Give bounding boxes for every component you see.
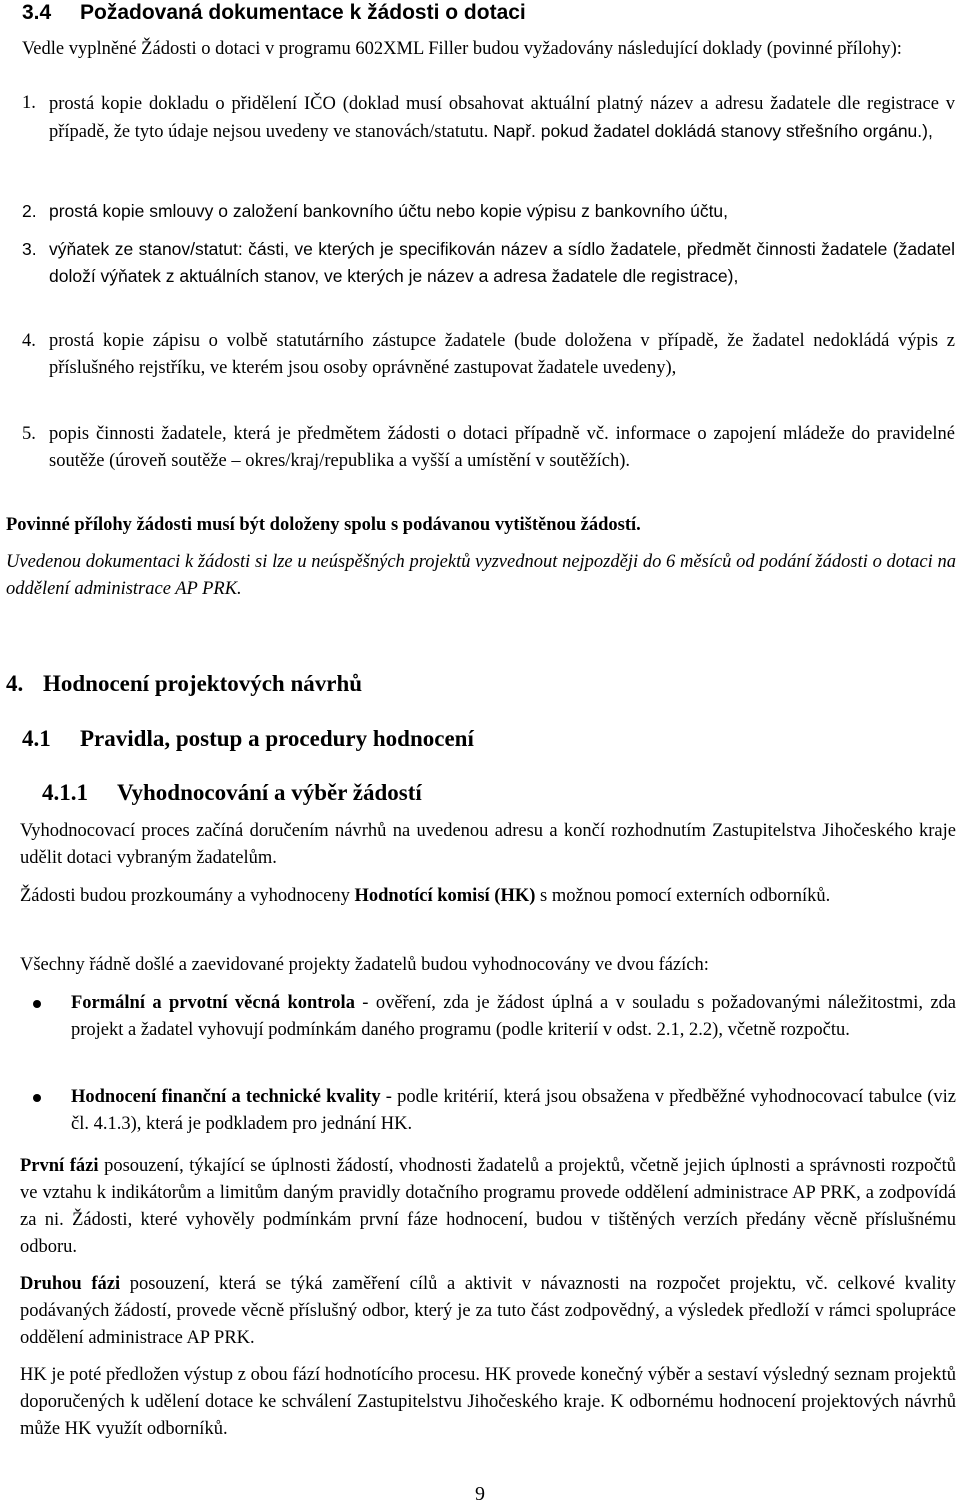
section-number: 3.4 [22,1,52,24]
first-phase-text: posouzení, týkající se úplnosti žádostí, vhodnosti žadatelů a projektů, včetně jejich úplnosti a správnosti rozpočtů ve vztahu k indikátorům a limitům daným pravidly dotačního programu provede oddělení administrace AP PRK, a zodpovídá za ni. Žádosti, které vyhověly podmínkám první fáze hodnocení, budou v tištěných verzích předány věcně příslušnému odboru. [20,1156,956,1257]
list-item [22,328,955,382]
list-item [22,90,955,146]
second-phase-paragraph [20,1271,956,1352]
section-number: 4.1.1 [42,780,88,805]
bullet-text: - ověření, zda je žádost úplná a v souladu s požadovanými náležitostmi, zda projekt a žadatel vyhovují podmínkám daného programu (podle kriterií v odst. 2.1, 2.2), včetně rozpočtu. [71,993,956,1040]
section-title: Hodnocení projektových návrhů [43,671,363,696]
pickup-note: Uvedenou dokumentaci k žádosti si lze u neúspěšných projektů vyzvednout nejpozději do 6 měsíců od podání žádosti o dotaci na oddělení administrace AP PRK. [6,552,956,599]
section-title: Vyhodnocování a výběr žádostí [117,780,422,805]
list-item [22,236,955,290]
section-heading-3-4 [22,0,526,26]
list-item-number: 3. [22,239,37,259]
commission-paragraph [20,883,956,910]
list-item-number: 1. [22,93,36,113]
commission-name: Hodnotící komisí (HK) [354,886,536,906]
first-phase-label: První fázi [20,1156,99,1176]
bullet-title: Hodnocení finanční a technické kvality [71,1087,381,1107]
list-item-text: prostá kopie dokladu o přidělení IČO (doklad musí obsahovat aktuální platný název a adresu žadatele dle registrace v případě, že tyto údaje nejsou uvedeny ve stanovách/statutu. [49,94,955,142]
bullet-title: Formální a prvotní věcná kontrola [71,993,355,1013]
phases-intro-paragraph: Všechny řádně došlé a zaevidované projekty žadatelů budou vyhodnocovány ve dvou fázích: [20,955,709,975]
list-item-text: prostá kopie smlouvy o založení bankovního účtu nebo kopie výpisu z bankovního účtu, [49,201,729,221]
section-number: 4.1 [22,726,51,751]
intro-paragraph: Vedle vyplněné Žádosti o dotaci v programu 602XML Filler budou vyžadovány následující doklady (povinné přílohy): [22,39,902,59]
list-item-text: popis činnosti žadatele, která je předmětem žádosti o dotaci případně vč. informace o zapojení mládeže do pravidelné soutěže (úroveň soutěže – okres/kraj/republika a vyšší a umístění v soutěžích). [49,424,955,471]
section-title: Pravidla, postup a procedury hodnocení [80,726,474,751]
commission-text-end: s možnou pomocí externích odborníků. [535,886,831,906]
list-item-text: výňatek ze stanov/statut: části, ve kterých je specifikován název a sídlo žadatele, předmět činnosti žadatele (žadatel doloží výňatek z aktuálních stanov, ve kterých je název a adresa žadatele dle registrace), [49,239,955,286]
list-item-number: 4. [22,331,36,351]
second-phase-text: posouzení, která se týká zaměření cílů a aktivit v návaznosti na rozpočet projektu, vč. celkové kvality podávaných žádostí, provede věcně příslušný odbor, který je za tuto část zodpovědný, a výsledek předloží v rámci spolupráce oddělení administrace AP PRK. [20,1274,956,1348]
second-phase-label: Druhou fázi [20,1274,121,1294]
evaluation-process-paragraph: Vyhodnocovací proces začíná doručením návrhů na uvedenou adresu a končí rozhodnutím Zastupitelstva Jihočeského kraje udělit dotaci vybraným žadatelům. [20,821,956,868]
mandatory-attachments-note: Povinné přílohy žádosti musí být doloženy spolu s podávanou vytištěnou žádostí. [6,515,641,535]
list-item-number: 5. [22,424,36,444]
bullet-dot [33,1094,41,1102]
list-item [22,198,955,225]
section-title: Požadovaná dokumentace k žádosti o dotaci [80,1,526,24]
section-number: 4. [6,671,24,696]
list-item-number: 2. [22,201,37,221]
bullet-dot [33,1000,41,1008]
page-number: 9 [475,1483,485,1505]
list-item [22,421,955,475]
commission-text-start: Žádosti budou prozkoumány a vyhodnoceny [20,886,355,906]
section-heading-4-1 [22,725,474,753]
list-item-text: prostá kopie zápisu o volbě statutárního zástupce žadatele (bude doložena v případě, že žadatel nedokládá výpis z příslušného rejstříku, ve kterém jsou osoby oprávněné zastupovat žadatele uvedeny), [49,331,955,378]
bullet-text: - podle kritérií, která jsou obsažena v předběžné vyhodnocovací tabulce (viz čl. 4.1.3), která je podkladem pro jednání HK. [71,1087,957,1134]
section-heading-4-1-1 [42,779,422,807]
final-selection-paragraph: HK je poté předložen výstup z obou fází hodnotícího procesu. HK provede konečný výběr a sestaví výsledný seznam projektů doporučených k udělení dotace ke schválení Zastupitelstvu Jihočeského kraje. K odbornému hodnocení projektových návrhů může HK využít odborníků. [20,1365,956,1439]
first-phase-paragraph [20,1153,956,1261]
list-item-text-sans: Např. pokud žadatel dokládá stanovy střešního orgánu.), [493,121,933,141]
bullet-item [71,990,956,1044]
section-heading-4 [6,670,362,698]
bullet-item [71,1084,956,1138]
